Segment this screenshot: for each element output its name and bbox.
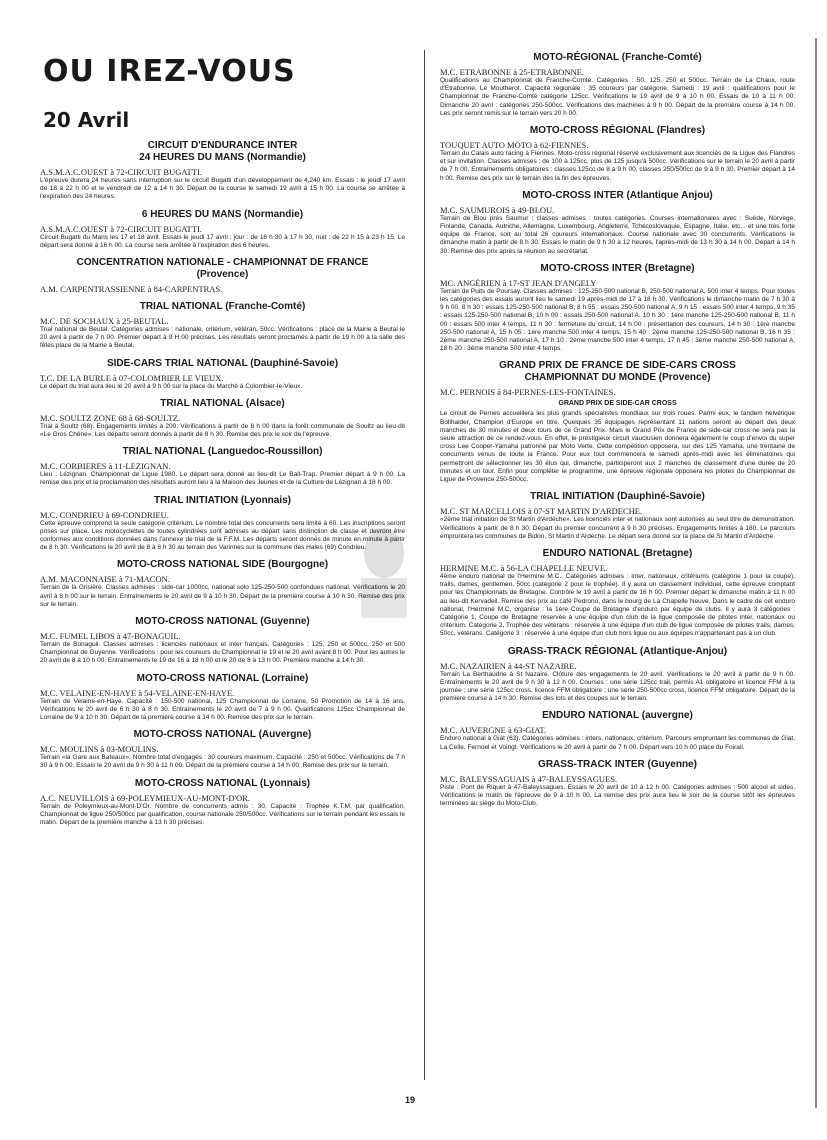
left-column [40, 52, 405, 834]
event-title: 6 HEURES DU MANS (Normandie) [141, 208, 304, 220]
event-title: TRIAL NATIONAL (Franche-Comté) [139, 301, 306, 313]
event-title: MOTO-CROSS NATIONAL (Auvergne) [133, 729, 312, 741]
event-description: Terrain de Velaine-en-Haye. Capacité : 150-500 national, 125 Championnat de Lorraine, 50 Promotion de 14 à 16 ans. Vérifications le 20 avril de 6 h 30 à 8 h 30. Entraînements le 20 avril de 7 à 9 h 00. Qualifications 125cc Championnat de Lorraine de 9 à 10 h 30. Départ de la première course à 14 h 00. Remise des prix sur le terrain. [40, 697, 405, 722]
event-title: TRIAL NATIONAL (Alsace) [160, 397, 285, 409]
event-description: Terrain «la Gare aux Bateaux». Nombre total d'engagés : 30 coureurs maximum. Capacité : 250 et 500cc. Vérifications de 7 h 30 à 9 h 00. Essais le 20 avril de 9 h 30 à 11 h 00. Départ de la première course à 14 h 00. Remise des prix sur le terrain. [40, 754, 405, 770]
column-divider [424, 50, 425, 1080]
event-subtitle: CHAMPIONNAT DU MONDE (Provence) [524, 372, 711, 384]
event-description: Piste : Pont de Riquet à 47-Baleyssagues. Essais le 20 avril de 10 à 12 h 00. Catégories admises : 500 alcool et sides. Vérifications le matin de l'épreuve de 9 à 10 h 00. La remise des prix aura lieu le soir de la course sitôt les épreuves terminées au siège du Moto-Club. [440, 783, 795, 808]
event-description: Terrain de Puits de Poursay. Classes admises : 125-250-500 national B, 250-500 national A, 500 inter 4 temps. Pour toutes les catégories des essais auront lieu le samedi 19 après-midi de 17 à 18 h 30. Vérifications le dimanche matin de 7 h 30 à 9 h 00. 8 h 30 : essais 125-250-500 national B, 8 h 55 : essais 250-500 national A, 9 h 15 : essais 500 inter 4 temps, 9 h 35 : essais 125-250-500 national B, 10 h 00 : essais 250-500 national A, 10 h 30 : 1ère manche 125-250-500 national B, 11 h 00 : essais 500 inter 4 temps, 11 h 30 : fermeture du circuit, 14 h 00 : présentation des coureurs, 14 h 30 : 1ère manche 250-500 national A, 15 h 05 : 1ère manche 500 inter 4 temps, 15 h 40 : 2ème manche 125-250-500 national B, 16 h 35 : 2ème manche 250-500 national A, 17 h 10 : 2ème manche 500 inter 4 temps, 17 h 45 : 3ème manche 250-500 national A, 18 h 20 : 3ème manche 500 inter 4 temps. [440, 287, 795, 353]
event-item [440, 190, 795, 256]
event-subtitle: (Provence) [196, 269, 249, 281]
event-description: Trial national de Beutal. Catégories admises : nationale, critérium, vétéran, 50cc. Vérifications : place de la Mairie à Beutal le 20 avril à partir de 7 h 00. Premier départ à 9 H 00 précises. Les résultats seront proclamés à partir de 19 h 00 à la salle des fêtes place de la Mairie à Beutal. [40, 326, 405, 350]
event-item [440, 491, 795, 541]
event-description: L'épreuve durera 24 heures sans interruption sur le circuit Bugatti d'un développement de 4,240 km. Essais : le jeudi 17 avril de 18 à 22 h 00 et le vendredi de 12 à 14 h 30. Départ de la course le samedi 19 avril à 15 h 00. La course se arrêtée à l'expiration des 24 heures. [40, 177, 405, 201]
page-edge-bar [815, 38, 817, 1108]
event-organizer: TOUQUET AUTO MOTO à 62-FIENNES. [440, 140, 589, 151]
event-item [440, 125, 795, 183]
event-organizer: HERMINE M.C. à 56-LA CHAPELLE NEUVE. [440, 562, 608, 573]
event-description: Circuit Bugatti du Mans les 17 et 18 avril. Essais le jeudi 17 avril : jour : de 16 h 30 à 17 h 30, nuit : de 22 h 15 à 23 h 15. Le départ sera donné à 16 h 00. La course sera arrêtée à l'expiration des 6 heures. [40, 233, 405, 249]
left-event-list [40, 140, 405, 827]
event-organizer: A.M. CARPENTRASSIENNE à 84-CARPENTRAS. [40, 284, 223, 295]
event-item [40, 673, 405, 723]
event-organizer: A.M. MACONNAISE à 71-MACON. [40, 574, 170, 585]
event-description: Enduro national à Giat (63). Catégories admises : inters, nationaux, critérium. Parcours empruntant les communes de Giat, La Celle, Fernoel et Voingt. Vérifications le 20 avril à partir de 7 h 00. Départ vers 10 h 00 place du Foirail. [440, 735, 795, 751]
event-description: Terrain du Calais auto racing à Fiennes. Moto-cross régional réservé exclusivement aux licenciés de la Ligue des Flandres et sur invitation. Classes admises : de 100 à 125cc, plus de 125 jusqu'à 500cc. Vérifications sur le terrain le 20 avril à partir de 7 h 00. Entraînements obligatoires : classes 125cc de 8 à 9 h 00, classes 250/500cc de 9 à 9 h 30. Premier départ à 14 h 00. Remise des prix sur le terrain dès la fin des épreuves. [440, 150, 795, 182]
event-item [40, 358, 405, 391]
event-title: MOTO-CROSS NATIONAL (Lyonnais) [134, 777, 311, 789]
event-description: Terrain de Blou près Saumur ; classes admises : toutes catégories. Courses internationales avec : Suède, Norvège, Finlande, Canada, Autriche, Allemagne, Luxembourg, Angleterre, Tchécoslovaquie, Espagne, Italie, etc... et une très forte équipe de France, soit au total 26 coureurs internationaux. Course nationale avec 30 concurrents. Vérifications le dimanche matin à partir de 8 h 30. Essais le matin de 9 h 30 à 12 heures, l'après-midi de 13 h 30 à 14 h 00. Départ à 14 h 30. Remise des prix après la réunion au secrétariat. [440, 214, 795, 255]
event-organizer: T.C. DE LA BURLE à 07-COLOMBIER LE VIEUX. [40, 372, 224, 383]
event-organizer: M.C. NAZAIRIEN à 44-ST NAZAIRE. [440, 660, 577, 671]
event-title: TRIAL NATIONAL (Languedoc-Roussillon) [122, 446, 323, 458]
event-title: SIDE-CARS TRIAL NATIONAL (Dauphiné-Savoie) [106, 357, 339, 369]
event-title: TRIAL INITIATION (Lyonnais) [153, 494, 292, 506]
masthead-title: OU IREZ-VOUS [43, 54, 296, 89]
event-description: Le départ du trial aura lieu le 20 avril à 9 h 00 sur la place du Marché à Colombier-le-Vieux. [40, 382, 303, 390]
event-organizer: MC. ANGÉRIEN à 17-ST JEAN D'ANGELY [440, 277, 597, 288]
event-title: MOTO-CROSS INTER (Atlantique Anjou) [522, 189, 713, 201]
event-organizer: M.C. SAUMUROIS à 49-BLOU. [440, 204, 555, 215]
event-title: TRIAL INITIATION (Dauphiné-Savoie) [530, 491, 705, 503]
event-title: ENDURO NATIONAL (Bretagne) [542, 547, 693, 559]
event-title: ENDURO NATIONAL (auvergne) [542, 710, 693, 722]
event-organizer: A.C. NEUVILLOIS à 69-POLEYMIEUX-AU-MONT-D'OR. [40, 792, 250, 803]
event-organizer: M.C. PERNOIS à 84-PERNES-LES-FONTAINES. [440, 387, 616, 398]
event-title: MOTO-CROSS INTER (Bretagne) [540, 262, 695, 274]
event-item [40, 778, 405, 828]
event-item [440, 548, 795, 639]
event-title: MOTO-CROSS NATIONAL (Lorraine) [136, 672, 309, 684]
event-item [40, 495, 405, 553]
right-event-list [440, 52, 795, 808]
event-description: «2ème trial initiation de St Martin d'Ardèche». Les licenciés inter et nationaux sont autorisés au seul titre de démonstration. Vérifications à partir de 8 h 30. Départ du premier concurrent à 9 h 30 précises. Engagements limités à 180. Le parcours empruntera les communes de Bidon, St Martin d'Ardèche. Le départ sera donné sur la place de St Martin d'Ardèche. [440, 516, 795, 540]
date-heading: 20 Avril [43, 108, 130, 132]
event-title: CIRCUIT D'ENDURANCE INTER [147, 140, 298, 151]
event-organizer: M.C. AUVERGNE à 63-GIAT. [440, 725, 547, 736]
event-description: Terrain de Bonaguil. Classes admises : licenciés nationaux et inter français. Catégories : 125, 250 et 500cc, 250 et 500 Championnat de Guyenne. Vérifications : pour les coureurs du Championnat le 19 et le 20 avril avant 8 h 00. Pour les autres le 20 avril de 8 à 10 h 00. Entraînements le 19 de 16 à 18 h 00 et le 20 de 8 à 13 h 00. Première manche à 14 h 30. [40, 641, 405, 665]
event-description: Terrain de la Grisière. Classes admises : side-car 1000cc, national solo 125-250-500 confondues national. Vérifications le 20 avril à 8 h 00 sur le terrain. Entraînements le 20 avril de 9 à 10 h 30. Départ de la première course à 10 h 30. Remise des prix sur le terrain. [40, 584, 405, 608]
event-title: GRAND PRIX DE FRANCE DE SIDE-CARS CROSS [499, 360, 736, 372]
event-item [440, 263, 795, 354]
event-description: Terrain de Poleymieux-au-Mont-D'Or. Nombre de concurrents admis : 30. Capacité : Trophée K.T.M. par qualification, Championnat de ligue 250/500cc par qualification, course nationale 250/500cc. Vérifications sur le terrain pendant les essais le matin. Départ de la première manche à 13 h 30 précises. [40, 802, 405, 827]
event-description: Cette épreuve comprend la seule catégorie critérium. Le nombre total des concurrents sera limité à 60. Les inscriptions seront prises sur place. Les motocyclettes de toutes cylindrées sont admises au départ sans distinction de classe et devront être conformes aux conditions données dans l'annexe de trial de la F.F.M. Les départs seront donnés de minute en minute à partir de 8 h 30. Vérifications le 20 avril de 8 à 8 h 30 au terrain des Varinnes sur la commune des Haies (69) Condrieu. [40, 519, 405, 552]
event-description: 4ème enduro national de l'Hermine M.C.. Catégories admises : inter, nationaux, critériums (catégorie 1 pour la coupe), trails, dames, gentlemen, 50cc (catégorie 2 pour le trophée). Il y aura un classement individuel, cette épreuve comptant pour les Championnats de Bretagne. Contrôle le 19 avril à partir de 16 h 00. Premier départ le dimanche matin à 11 h 00 au lieu-dit Kervadeil. Remise des prix au café Pedrono, dans le bourg de La Chapelle Neuve. Dans le cadre de cet enduro national, l'Hermine M.C. organise : la 1ère Coupe de Bretagne d'enduro par équipe de clubs. Il y aura 3 catégories : Catégorie 1, Coupe de Bretagne réservée à une équipe d'un club de la ligue composée de pilotes inter, nationaux ou critérium. Catégorie 2, Trophée des vétérans : réservée à une équipe d'un club de ligue composée de pilotes trails, dames, 50cc, vétérans. Catégorie 3 : réservée à une équipe d'un club hors ligue ou aux équipes n'appartenant pas à un club. [440, 572, 795, 638]
event-organizer: M.C. CONDRIEU à 69-CONDRIEU. [40, 509, 169, 520]
event-item [40, 398, 405, 439]
event-title: GRASS-TRACK RÉGIONAL (Atlantique-Anjou) [507, 645, 728, 657]
event-kicker: GRAND PRIX DE SIDE-CAR CROSS [558, 400, 677, 408]
event-item [440, 759, 795, 809]
event-description: Le circuit de Pernes accueillera les plus grands spécialistes mondiaux sur trois roues. Parmi eux, le tandem helvétique Bollhalder, Champion d'Europe en titre. Quelques 35 équipages représentant 11 nations seront au départ des deux manches de 30 minutes et deux tours de ce Grand Prix. Mais le Grand Prix de France de side-car cross ne sera pas la seule attraction de ce rendez-vous. En effet, le prestigieux circuit vauclusien donnera également le coup d'envoi du super cross Lee Cooper-Yamaha patronné par Moto Verte. Cette compétition opposera, sur des 125 Yamaha, une trentaine de concurrents venus de toute la France. Pour eux tout commencera le samedi après-midi avec les éliminatoires qui permettront de sélectionner les 30 élus qui, dimanche, participeront aux 2 manches de classement d'une durée de 20 minutes et un tour. Enfin pour compléter le programme, une épreuve régionale opposera les pilotes du Championnat de Ligue de Provence 250-500cc. [440, 410, 795, 484]
event-subtitle: 24 HEURES DU MANS (Normandie) [139, 152, 306, 163]
event-description: Qualifications au Championnat de Franche-Comté. Catégories : 50, 125, 250 et 500cc. Terrain de La Chaux, route d'Etrabonne, Le Moutherot. Capacité régionale : 35 coureurs par catégorie. Samedi : 19 avril : qualifications pour le Championnat de Franche-Comté catégorie 125cc. Vérifications le 19 avril de 9 à 10 h 00. Essais de 10 à 11 h 00. Dimanche 20 avril : catégories 250-500cc. Vérifications des machines à 9 h 00. Départ de la première course à 14 h 00. Les prix seront remis sur le terrain vers 20 h 00. [440, 77, 795, 117]
event-organizer: M.C. ETRABONNE à 25-ETRABONNE. [440, 67, 585, 77]
event-description: Trial à Soultz (68). Engagements limités à 200. Vérifications à partir de 8 h 00 dans la forêt communale de Soultz au lieu-dit «Le Gros Chêne». Les départs seront donnés à partir de 8 h 30. Remise des prix le soir de l'épreuve. [40, 422, 405, 439]
event-item [40, 209, 405, 250]
event-organizer: M.C. CORBIERES à 11-LEZIGNAN. [40, 461, 171, 472]
event-item [40, 446, 405, 487]
event-item [440, 52, 795, 118]
event-title: MOTO-RÉGIONAL (Franche-Comté) [533, 52, 702, 63]
event-item [440, 710, 795, 751]
event-organizer: M.C. BALEYSSAGUAIS à 47-BALEYSSAGUES. [440, 773, 618, 784]
event-organizer: M.C. DE SOCHAUX à 25-BEUTAL. [40, 316, 169, 327]
event-organizer: M.C. ST MARCELLOIS à 07-ST MARTIN D'ARDECHE. [440, 506, 643, 517]
event-item [440, 646, 795, 704]
event-item [40, 729, 405, 770]
event-organizer: M.C. FUMEL LIBOS à 47-BONAGUIL. [40, 631, 181, 642]
event-title: MOTO-CROSS NATIONAL (Guyenne) [135, 616, 310, 628]
event-organizer: M.C. VELAINE-EN-HAYE à 54-VELAINE-EN-HAYE. [40, 687, 235, 698]
event-organizer: M.C. SOULTZ ZONE 68 à 68-SOULTZ. [40, 412, 181, 423]
event-title: MOTO-CROSS NATIONAL SIDE (Bourgogne) [116, 559, 329, 571]
page-number: 19 [405, 1095, 416, 1105]
event-description: Lieu : Lézignan. Championnat de Ligue 1980. Le départ sera donné au lieu-dit Le Ball-Trap. Premier départ à 9 h 00. La remise des prix et la proclamation des résultats auront lieu à la Maison des Jeunes et de la Culture de Lézignan à 18 h 00. [40, 471, 405, 487]
event-item [40, 257, 405, 294]
event-title: MOTO-CROSS RÉGIONAL (Flandres) [529, 125, 706, 137]
event-organizer: A.S.M.A.C.OUEST à 72-CIRCUIT BUGATTI. [40, 223, 202, 234]
event-item [40, 301, 405, 351]
event-organizer: M.C. MOULINS à 03-MOULINS. [40, 744, 159, 755]
event-organizer: A.S.M.A.C.OUEST à 72-CIRCUIT BUGATTI. [40, 167, 202, 177]
event-item [440, 360, 795, 484]
event-title: GRASS-TRACK INTER (Guyenne) [538, 758, 697, 770]
event-description: Terrain La Berthaudrie à St Nazaire. Clôture des engagements le 20 avril. Vérifications le 20 avril à partir de 9 h 00. Entraînements le 20 avril de 9 h 30 à 12 h 00. Courses : une série 125cc trail, permis A1 obligatoire et licence FFM à la journée ; une série 125cc cross, licence FFM obligatoire ; une série 250-500cc cross, licence FFM obligatoire. Départ de la première course à 14 h 30. Remise des lots et des coupes sur le terrain. [440, 670, 795, 703]
event-item [40, 559, 405, 609]
right-column [440, 52, 795, 815]
event-item [40, 616, 405, 666]
event-item [40, 140, 405, 202]
event-title: CONCENTRATION NATIONALE - CHAMPIONNAT DE FRANCE [76, 257, 369, 269]
